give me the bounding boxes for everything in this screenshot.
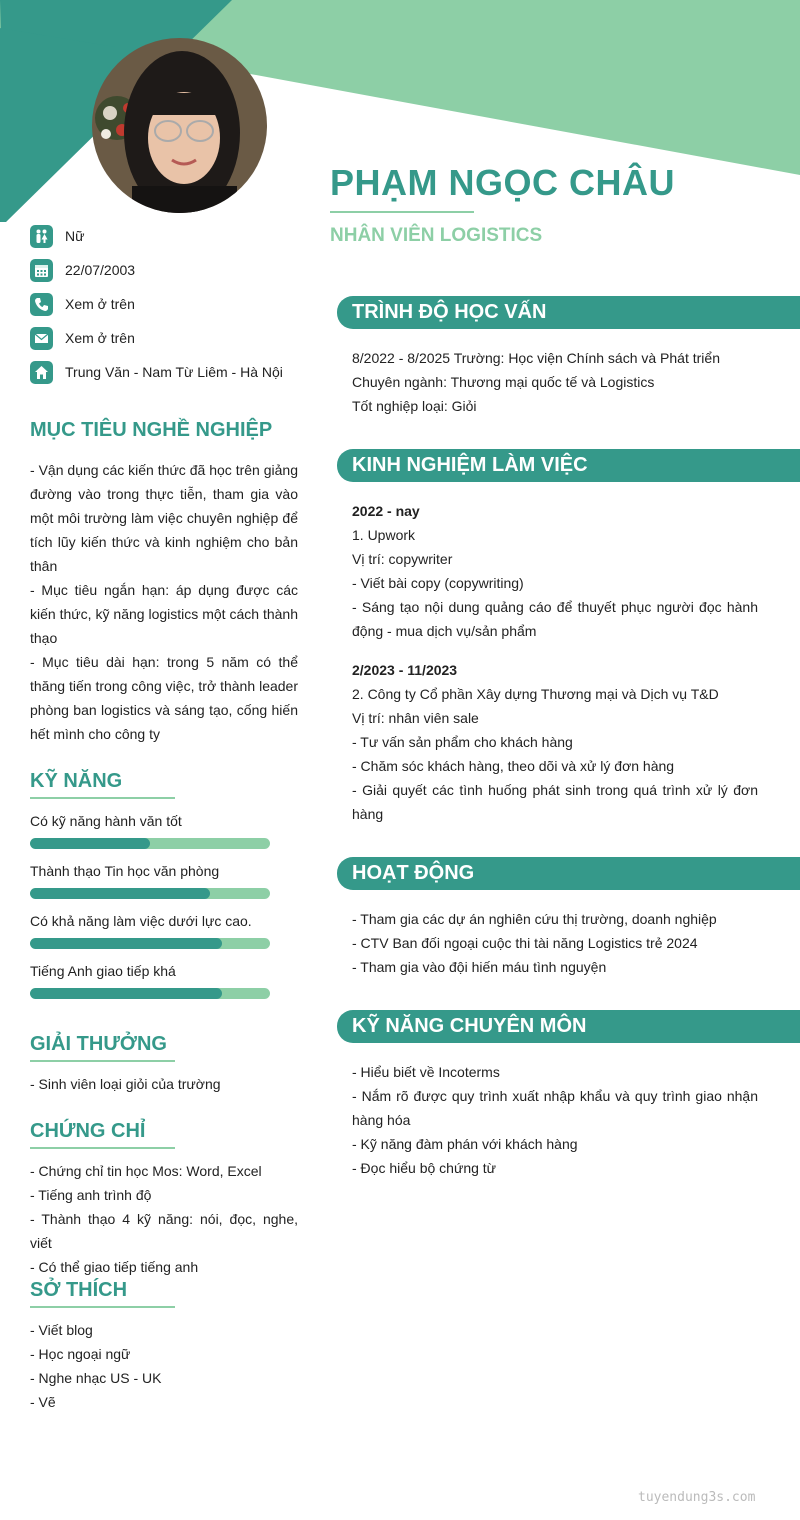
skill-bar-fill bbox=[30, 838, 150, 849]
birthday-text: 22/07/2003 bbox=[65, 262, 136, 278]
objective-paragraph: - Vận dụng các kiến thức đã học trên giảng đường vào trong thực tiễn, tham gia vào một môi trường làm việc chuyên nghiệp để tích lũy kiến thức và kinh nghiệm cho bản thân bbox=[30, 462, 298, 574]
objective-paragraph: - Mục tiêu ngắn hạn: áp dụng được các kiến thức, kỹ năng logistics một cách thành thạo bbox=[30, 582, 298, 646]
job-title: NHÂN VIÊN LOGISTICS bbox=[330, 225, 543, 246]
skill-label: Có khả năng làm việc dưới lực cao. bbox=[30, 913, 252, 929]
skill-bar bbox=[30, 838, 270, 849]
skill-bar bbox=[30, 988, 270, 999]
professional-skill-item: - Đọc hiểu bộ chứng từ bbox=[352, 1160, 497, 1176]
skill-label: Có kỹ năng hành văn tốt bbox=[30, 813, 182, 829]
activities-heading: HOẠT ĐỘNG bbox=[337, 857, 800, 890]
experience-job-2 bbox=[352, 658, 758, 826]
job-line: - Tư vấn sản phẩm cho khách hàng bbox=[352, 734, 573, 750]
avatar-photo bbox=[92, 38, 267, 213]
experience-job-1 bbox=[352, 499, 758, 643]
certificate-item: - Tiếng anh trình độ bbox=[30, 1187, 152, 1203]
job-line: - Viết bài copy (copywriting) bbox=[352, 575, 524, 591]
objective-text bbox=[30, 458, 298, 746]
hobby-item: - Học ngoại ngữ bbox=[30, 1346, 131, 1362]
certificates-underline bbox=[30, 1147, 175, 1149]
calendar-icon bbox=[30, 259, 53, 282]
objective-heading: MỤC TIÊU NGHỀ NGHIỆP bbox=[30, 419, 273, 441]
email-icon bbox=[30, 327, 53, 350]
job-line: Vị trí: nhân viên sale bbox=[352, 710, 479, 726]
home-icon bbox=[30, 361, 53, 384]
contact-gender bbox=[30, 224, 320, 248]
skill-bar bbox=[30, 938, 270, 949]
contact-phone bbox=[30, 292, 320, 316]
watermark: tuyendung3s.com bbox=[638, 1490, 756, 1505]
avatar bbox=[92, 38, 267, 213]
education-line: Tốt nghiệp loại: Giỏi bbox=[352, 398, 477, 414]
candidate-name: PHẠM NGỌC CHÂU bbox=[330, 162, 675, 203]
gender-icon bbox=[30, 225, 53, 248]
awards-underline bbox=[30, 1060, 175, 1062]
job-period: 2022 - nay bbox=[352, 503, 420, 519]
skill-bar-fill bbox=[30, 988, 222, 999]
contact-address bbox=[30, 360, 320, 384]
email-text: Xem ở trên bbox=[65, 330, 135, 346]
professional-skills-heading: KỸ NĂNG CHUYÊN MÔN bbox=[337, 1010, 800, 1043]
activity-item: - Tham gia vào đội hiến máu tình nguyện bbox=[352, 959, 607, 975]
education-line: Chuyên ngành: Thương mại quốc tế và Logistics bbox=[352, 374, 655, 390]
job-line: 2. Công ty Cổ phần Xây dựng Thương mại và Dịch vụ T&D bbox=[352, 686, 719, 702]
skill-label: Thành thạo Tin học văn phòng bbox=[30, 863, 220, 879]
awards-heading: GIẢI THƯỞNG bbox=[30, 1033, 167, 1055]
education-text bbox=[352, 346, 758, 418]
skills-underline bbox=[30, 797, 175, 799]
contact-birthday bbox=[30, 258, 320, 282]
phone-text: Xem ở trên bbox=[65, 296, 135, 312]
awards-list bbox=[30, 1072, 298, 1096]
professional-skill-item: - Kỹ năng đàm phán với khách hàng bbox=[352, 1136, 578, 1152]
name-underline bbox=[330, 211, 474, 213]
certificates-list bbox=[30, 1159, 298, 1279]
professional-skill-item: - Hiểu biết về Incoterms bbox=[352, 1064, 500, 1080]
activities-list bbox=[352, 907, 758, 979]
education-line: 8/2022 - 8/2025 Trường: Học viện Chính sách và Phát triển bbox=[352, 350, 720, 366]
skill-bar-fill bbox=[30, 938, 222, 949]
skills-heading: KỸ NĂNG bbox=[30, 770, 123, 792]
professional-skills-list bbox=[352, 1060, 758, 1180]
certificate-item: - Thành thạo 4 kỹ năng: nói, đọc, nghe, viết bbox=[30, 1211, 298, 1251]
professional-skill-item: - Nắm rõ được quy trình xuất nhập khẩu và quy trình giao nhận hàng hóa bbox=[352, 1088, 758, 1128]
gender-text: Nữ bbox=[65, 228, 85, 244]
job-line: - Chăm sóc khách hàng, theo dõi và xử lý đơn hàng bbox=[352, 758, 675, 774]
job-period: 2/2023 - 11/2023 bbox=[352, 662, 458, 678]
skill-bar-fill bbox=[30, 888, 210, 899]
activity-item: - Tham gia các dự án nghiên cứu thị trường, doanh nghiệp bbox=[352, 911, 717, 927]
hobbies-heading: SỞ THÍCH bbox=[30, 1279, 128, 1301]
job-line: - Sáng tạo nội dung quảng cáo để thuyết phục người đọc hành động - mua dịch vụ/sản phẩm bbox=[352, 599, 758, 639]
job-line: 1. Upwork bbox=[352, 527, 416, 543]
certificates-heading: CHỨNG CHỈ bbox=[30, 1120, 146, 1142]
hobby-item: - Viết blog bbox=[30, 1322, 93, 1338]
phone-icon bbox=[30, 293, 53, 316]
experience-heading: KINH NGHIỆM LÀM VIỆC bbox=[337, 449, 800, 482]
job-line: - Giải quyết các tình huống phát sinh trong quá trình xử lý đơn hàng bbox=[352, 782, 758, 822]
hobby-item: - Vẽ bbox=[30, 1394, 56, 1410]
job-line: Vị trí: copywriter bbox=[352, 551, 453, 567]
skill-label: Tiếng Anh giao tiếp khá bbox=[30, 963, 176, 979]
objective-paragraph: - Mục tiêu dài hạn: trong 5 năm có thể thăng tiến trong công việc, trở thành leader phòng ban logistics và sáng tạo, cống hiến hết mình cho công ty bbox=[30, 654, 298, 742]
certificate-item: - Chứng chỉ tin học Mos: Word, Excel bbox=[30, 1163, 262, 1179]
hobby-item: - Nghe nhạc US - UK bbox=[30, 1370, 162, 1386]
hobbies-underline bbox=[30, 1306, 175, 1308]
education-heading: TRÌNH ĐỘ HỌC VẤN bbox=[337, 296, 800, 329]
skill-bar bbox=[30, 888, 270, 899]
contact-email bbox=[30, 326, 320, 350]
activity-item: - CTV Ban đối ngoại cuộc thi tài năng Logistics trẻ 2024 bbox=[352, 935, 698, 951]
certificate-item: - Có thể giao tiếp tiếng anh bbox=[30, 1259, 199, 1275]
address-text: Trung Văn - Nam Từ Liêm - Hà Nội bbox=[65, 364, 283, 380]
hobbies-list bbox=[30, 1318, 298, 1414]
award-item: - Sinh viên loại giỏi của trường bbox=[30, 1076, 221, 1092]
